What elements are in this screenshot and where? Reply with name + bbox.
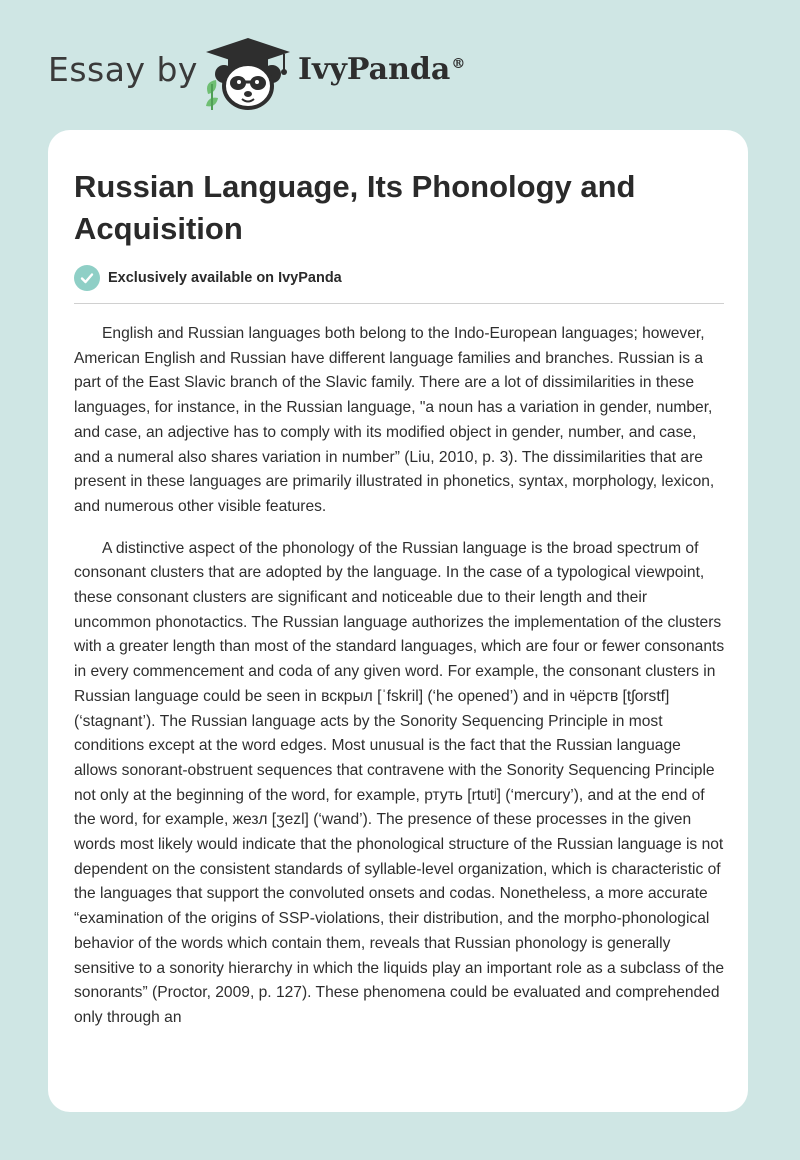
divider <box>74 303 724 304</box>
paragraph: English and Russian languages both belong to the Indo-European languages; however, American English and Russian have different language families and branches. Russian is a part of the East Slavic branch of the Slavic family. There are a lot of dissimilarities in these languages, for instance, in the Russian language, "a noun has a variation in gender, number, and case, an adjective has to comply with its modified object in gender, number, and case, and a numeral also shares variation in number” (Liu, 2010, p. 3). The dissimilarities that are present in these languages are primarily illustrated in phonetics, syntax, morphology, lexicon, and numerous other visible features. <box>74 325 715 515</box>
essay-body <box>74 322 726 1048</box>
brand-name-text: IvyPanda <box>298 52 451 87</box>
site-header <box>0 0 800 130</box>
exclusive-badge <box>74 264 342 292</box>
registered-mark: ® <box>451 56 466 72</box>
essay-by-label: Essay by <box>48 50 198 89</box>
brand-name[interactable] <box>298 52 465 87</box>
checkmark-icon <box>74 265 100 291</box>
essay-title: Russian Language, Its Phonology and Acquisition <box>74 169 636 246</box>
essay-card <box>48 130 748 1112</box>
panda-graduate-icon[interactable] <box>202 36 294 112</box>
exclusive-label: Exclusively available on IvyPanda <box>108 270 342 286</box>
paragraph: A distinctive aspect of the phonology of the Russian language is the broad spectrum of consonant clusters that are adopted by the language. In the case of a typological viewpoint, these consonant clusters are significant and noticeable due to their length and their uncommon phonotactics. The Russian language authorizes the implementation of the clusters with a greater length than most of the standard languages, which are four or fewer consonants in every commencement and coda of any given word. For example, the consonant clusters in Russian language could be seen in вскрыл [ˈfskril] (‘he opened’) and in чёрств [tʃorstf] (‘stagnant’). The Russian language acts by the Sonority Sequencing Principle in most conditions except at the word edges. Most unusual is the fact that the Russian language allows sonorant-obstruent sequences that contravene with the Sonority Sequencing Principle not only at the beginning of the word, for example, ртуть [rtutʲ] (‘mercury’), and at the end of the word, for example, жезл [ʒezl] (‘wand’). The presence of these processes in the given words most likely would indicate that the phonological structure of the Russian language is not dependent on the consistent standards of syllable-level organization, which is characteristic of the languages that support the convoluted onsets and codas. Nonetheless, a more accurate “examination of the origins of SSP-violations, their distribution, and the morpho-phonological behavior of the words which contain them, reveals that Russian phonology is generally sensitive to a sonority hierarchy in which the liquids play an important role as a subclass of the sonorants” (Proctor, 2009, p. 127). These phenomena could be evaluated and comprehended only through an <box>74 539 725 1026</box>
